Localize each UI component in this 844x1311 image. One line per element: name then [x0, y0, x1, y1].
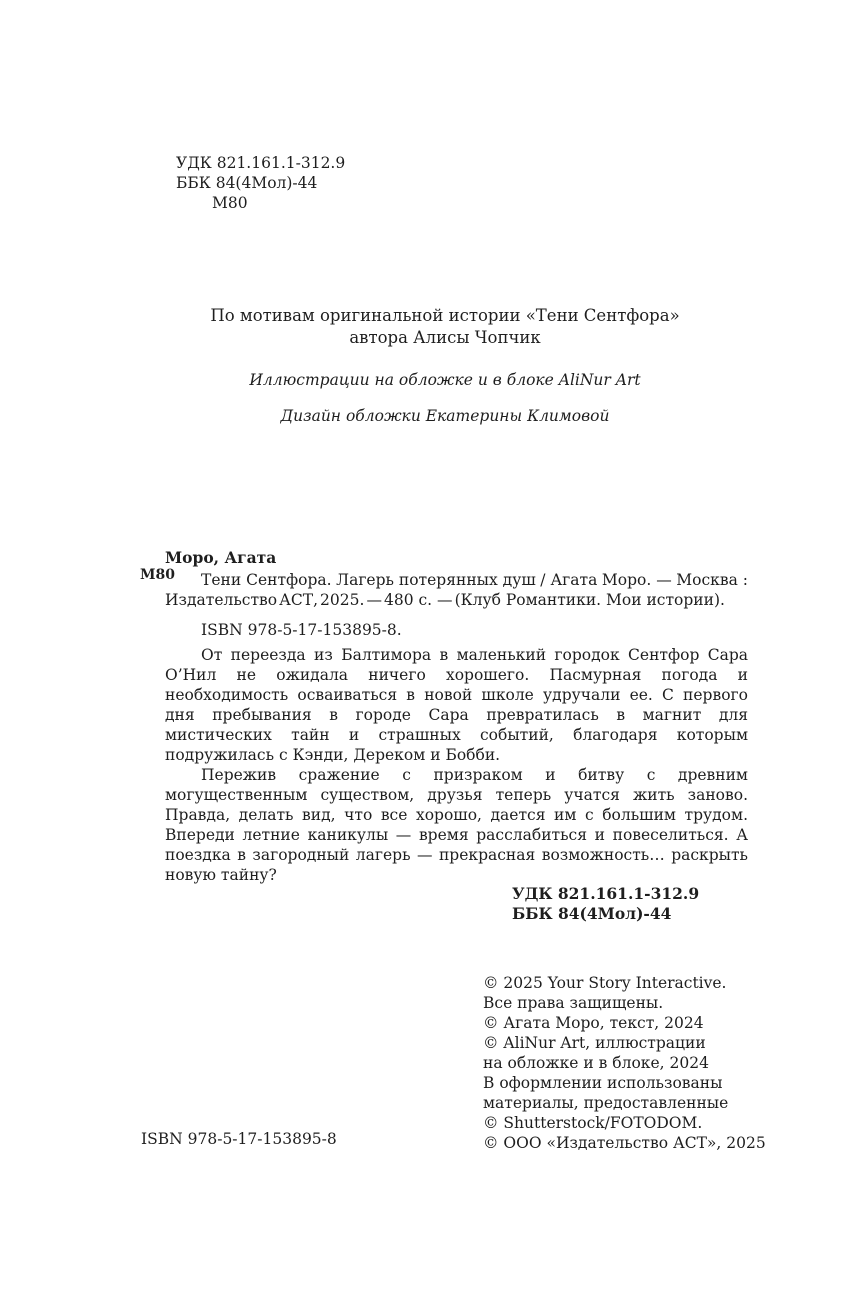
- footer-isbn: ISBN 978-5-17-153895-8: [141, 1130, 337, 1148]
- catalog-code: М80: [140, 567, 175, 583]
- annotation: [165, 645, 748, 885]
- illustrations-credit: Иллюстрации на обложке и в блоке AliNur Art: [249, 371, 641, 389]
- udk-bottom: УДК 821.161.1-312.9: [512, 884, 700, 903]
- copyright-line: © Агата Моро, текст, 2024: [483, 1014, 704, 1032]
- cover-design-credit: Дизайн обложки Екатерины Климовой: [280, 407, 610, 425]
- catalog-author: Моро, Агата: [165, 548, 277, 567]
- entry-part: АСТ,: [279, 591, 319, 609]
- copyright-line: © 2025 Your Story Interactive.: [483, 974, 727, 992]
- entry-part: / Агата: [540, 571, 598, 589]
- entry-part: 2025.: [320, 591, 365, 609]
- entry-part: (Клуб Романтики. Мои истории).: [454, 591, 725, 609]
- copyright-line: © AliNur Art, иллюстрации: [483, 1034, 706, 1052]
- catalog-entry-line2: [165, 590, 725, 610]
- annotation-paragraph: Пережив сражение с призраком и битву с древним могущественным существом, друзья теперь учатся жить заново. Правда, делать вид, что все хорошо, дается им с большим трудом. Впереди летние каникулы — время расслабиться и повеселиться. А поездка в загородный лагерь — прекрасная возможность… раскрыть новую тайну?: [165, 766, 748, 884]
- copyright-line: Все права защищены.: [483, 994, 664, 1012]
- copyright-block: [483, 973, 766, 1153]
- original-story-line2: автора Алисы Чопчик: [349, 328, 541, 347]
- udk-top: УДК 821.161.1-312.9: [176, 154, 346, 172]
- bbk-bottom: ББК 84(4Мол)-44: [512, 904, 672, 923]
- copyright-line: материалы, предоставленные: [483, 1094, 729, 1112]
- entry-part: —: [366, 591, 382, 609]
- copyright-line: © Shutterstock/FOTODOM.: [483, 1114, 703, 1132]
- original-story-line1: По мотивам оригинальной истории «Тени Сентфора»: [210, 306, 680, 325]
- entry-part: Москва :: [676, 571, 748, 589]
- bbk-top: ББК 84(4Мол)-44: [176, 174, 318, 192]
- copyright-line: В оформлении использованы: [483, 1074, 723, 1092]
- author-code-top: М80: [212, 194, 248, 212]
- entry-part: Тени Сентфора.: [201, 571, 332, 589]
- entry-part: Лагерь потерянных душ: [336, 571, 536, 589]
- copyright-line: © ООО «Издательство АСТ», 2025: [483, 1134, 766, 1152]
- entry-part: 480 с. —: [383, 591, 453, 609]
- catalog-entry-line1: [201, 570, 748, 590]
- entry-part: Издательство: [165, 591, 278, 609]
- copyright-line: на обложке и в блоке, 2024: [483, 1054, 709, 1072]
- annotation-paragraph: От переезда из Балтимора в маленький городок Сентфор Сара О’Нил не ожидала ничего хорошего. Пасмурная погода и необходимость осваиваться в новой школе удручали ее. С первого дня пребывания в городе Сара превратилась в магнит для мистических тайн и страшных событий, благодаря которым подружилась с Кэнди, Дереком и Бобби.: [165, 646, 748, 764]
- catalog-isbn: ISBN 978-5-17-153895-8.: [201, 621, 402, 639]
- entry-part: Моро. —: [601, 571, 672, 589]
